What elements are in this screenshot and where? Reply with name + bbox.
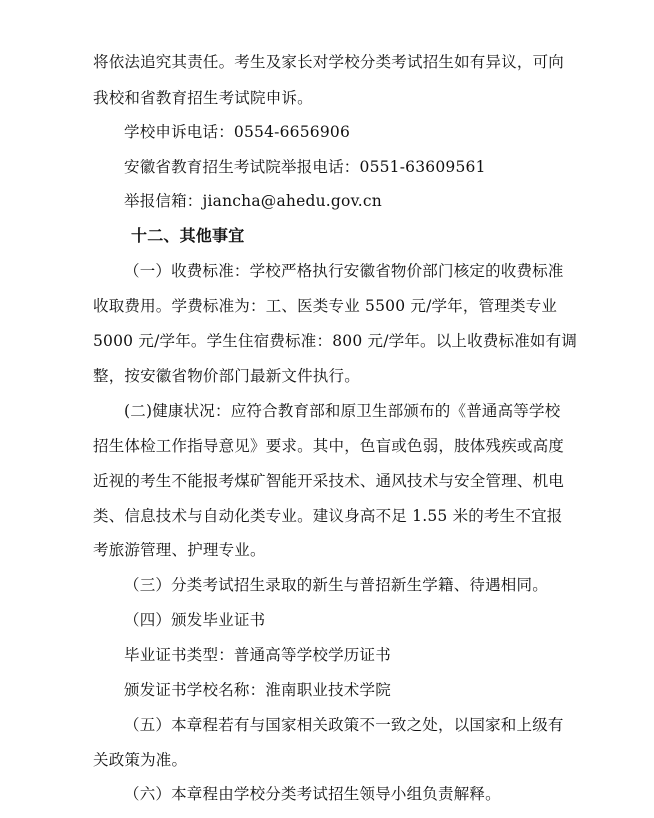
issuing-school: 颁发证书学校名称：淮南职业技术学院	[124, 681, 391, 699]
text-line: （三）分类考试招生录取的新生与普招新生学籍、待遇相同。	[124, 576, 548, 594]
text-line: （四）颁发毕业证书	[124, 611, 266, 629]
report-phone: 安徽省教育招生考试院举报电话：0551-63609561	[124, 158, 486, 176]
text-line: （六）本章程由学校分类考试招生领导小组负责解释。	[124, 785, 501, 803]
text-line: （五）本章程若有与国家相关政策不一致之处，以国家和上级有	[124, 716, 564, 734]
section-heading: 十二、其他事宜	[131, 226, 245, 245]
text-line: （一）收费标准：学校严格执行安徽省物价部门核定的收费标准	[124, 262, 564, 280]
text-line: 我校和省教育招生考试院申诉。	[93, 89, 313, 107]
text-line: 招生体检工作指导意见》要求。其中，色盲或色弱，肢体残疾或高度	[93, 437, 565, 455]
text-line: 收取费用。学费标准为：工、医类专业 5500 元/学年，管理类专业	[93, 297, 558, 315]
text-line: 关政策为准。	[93, 751, 188, 769]
text-line: 将依法追究其责任。考生及家长对学校分类考试招生如有异议，可向	[93, 53, 565, 71]
text-line: 考旅游管理、护理专业。	[93, 541, 266, 559]
text-line: 5000 元/学年。学生住宿费标准：800 元/学年。以上收费标准如有调	[93, 332, 578, 350]
text-line: 类、信息技术与自动化类专业。建议身高不足 1.55 米的考生不宜报	[93, 507, 563, 525]
complaint-phone: 学校申诉电话：0554-6656906	[124, 123, 351, 141]
text-line: 整，按安徽省物价部门最新文件执行。	[93, 367, 360, 385]
certificate-type: 毕业证书类型：普通高等学校学历证书	[124, 646, 391, 664]
text-line: 近视的考生不能报考煤矿智能开采技术、通风技术与安全管理、机电	[93, 472, 565, 490]
report-email: 举报信箱：jiancha@ahedu.gov.cn	[124, 192, 382, 210]
text-line: (二)健康状况：应符合教育部和原卫生部颁布的《普通高等学校	[124, 402, 561, 420]
